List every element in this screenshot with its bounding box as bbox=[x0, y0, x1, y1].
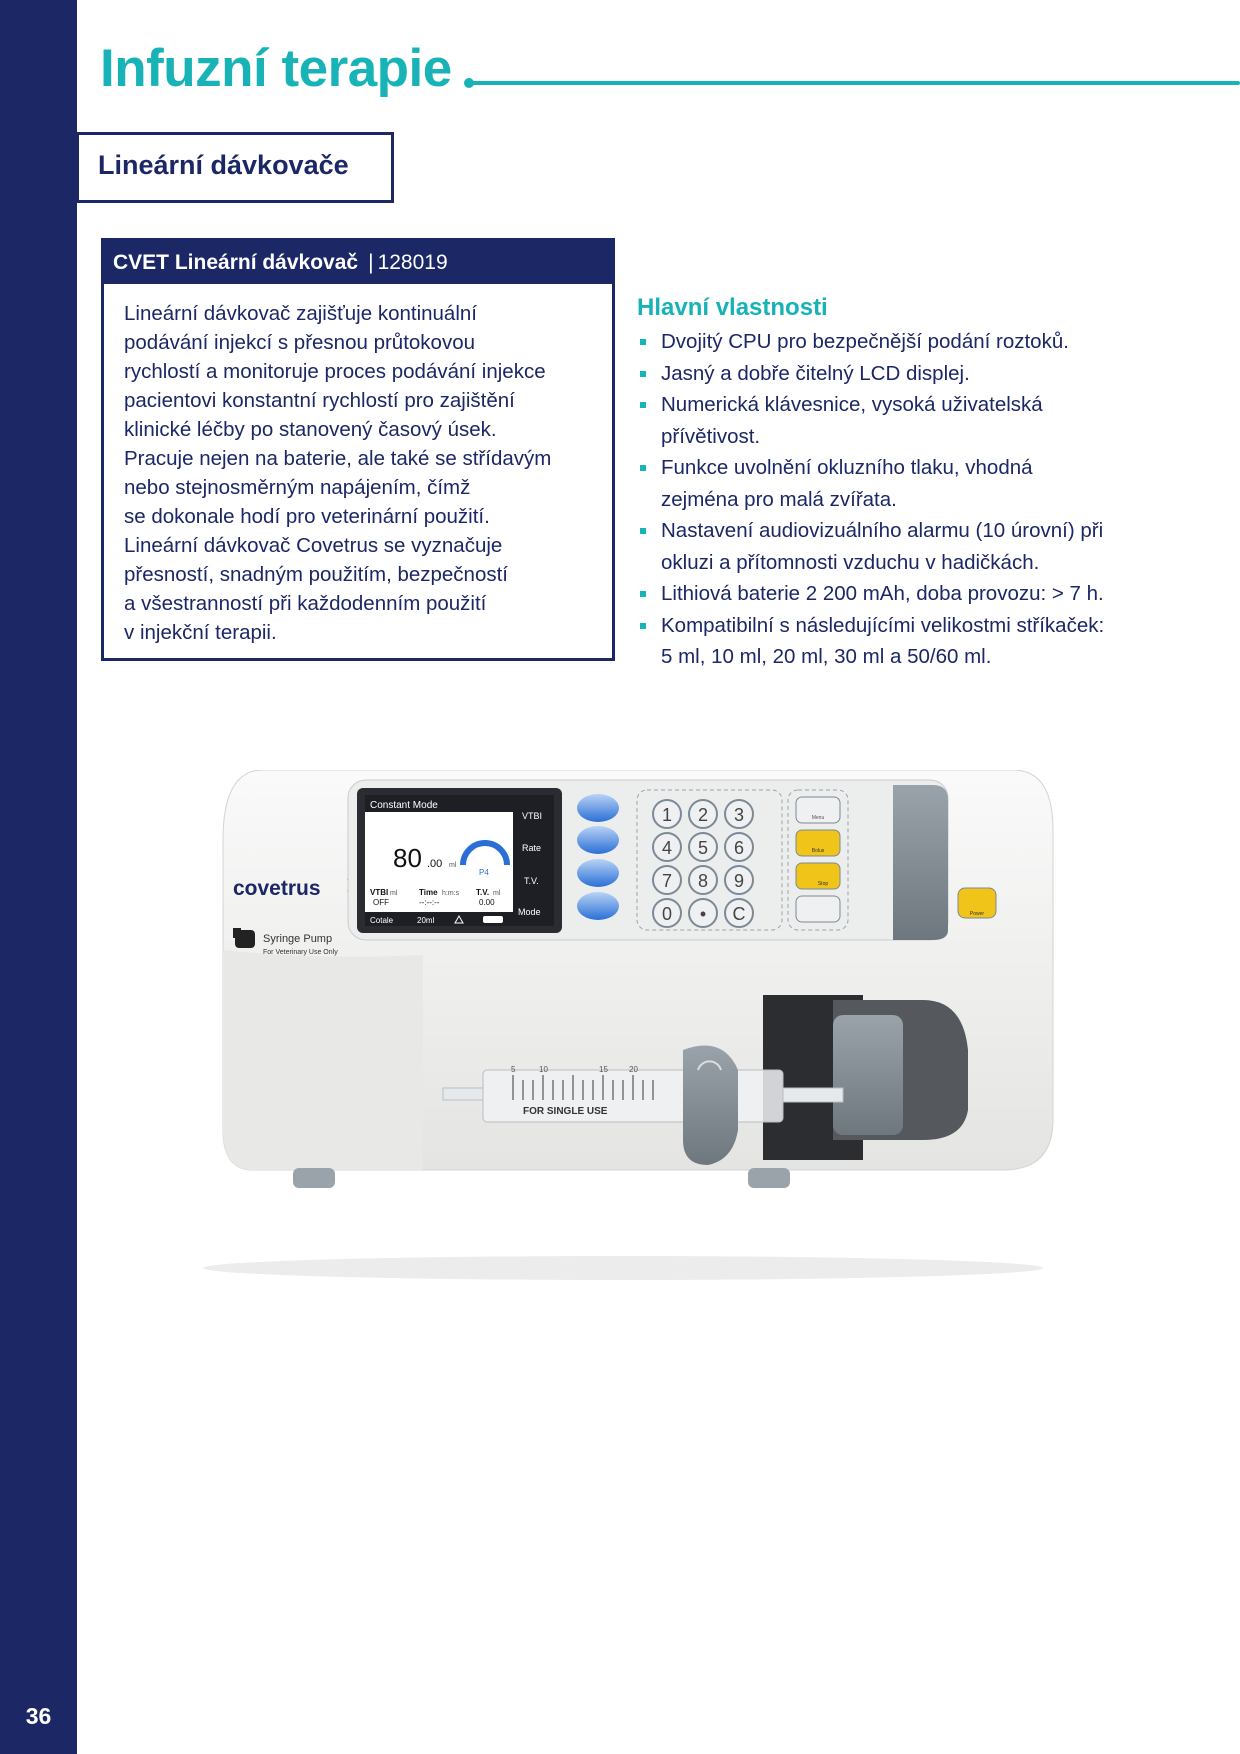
syringe-plunger-rod bbox=[783, 1088, 843, 1102]
screen-tv-unit: ml bbox=[493, 890, 501, 897]
feature-item: Numerická klávesnice, vysoká uživatelská přívětivost. bbox=[637, 389, 1177, 452]
screen-vtbi-unit: ml bbox=[390, 890, 398, 897]
key-1: 1 bbox=[661, 805, 673, 825]
key-3: 3 bbox=[733, 805, 745, 825]
screen-rate-unit: ml bbox=[449, 862, 457, 869]
feature-item: Lithiová baterie 2 200 mAh, doba provozu: > 7 h. bbox=[637, 578, 1177, 610]
feature-item: Kompatibilní s následujícími velikostmi stříkaček: 5 ml, 10 ml, 20 ml, 30 ml a 50/60 ml. bbox=[637, 610, 1177, 673]
softkey-button-1 bbox=[577, 794, 619, 822]
screen-time-value: --:--:-- bbox=[419, 898, 440, 907]
bolus-key-label: Bolus bbox=[811, 848, 825, 854]
product-header bbox=[104, 241, 612, 284]
product-description bbox=[124, 299, 604, 647]
screen-rate-value: 80 bbox=[393, 843, 422, 873]
softkey-tv: T.V. bbox=[524, 876, 539, 886]
dog-logo-icon bbox=[233, 928, 255, 948]
screen-vtbi-value: OFF bbox=[373, 898, 389, 907]
syringe-number: 15 bbox=[599, 1065, 608, 1074]
key-clear: C bbox=[732, 904, 746, 924]
screen-vtbi-label: VTBI bbox=[370, 888, 389, 897]
control-panel-side bbox=[893, 785, 948, 940]
screen-syringe-size: 20ml bbox=[417, 916, 435, 925]
power-key-label: Power bbox=[969, 911, 985, 917]
key-5: 5 bbox=[697, 838, 709, 858]
battery-icon bbox=[483, 916, 503, 923]
description-line: klinické léčby po stanovený časový úsek. bbox=[124, 418, 497, 441]
plunger-driver bbox=[833, 1015, 903, 1135]
description-line: a všestranností při každodenním použití bbox=[124, 592, 487, 615]
softkey-button-2 bbox=[577, 826, 619, 854]
features-title: Hlavní vlastnosti bbox=[637, 294, 828, 321]
device-body-lower-left bbox=[223, 950, 423, 1170]
syringe-number: 20 bbox=[629, 1065, 638, 1074]
key-7: 7 bbox=[661, 871, 673, 891]
description-line: nebo stejnosměrným napájením, čímž bbox=[124, 476, 471, 499]
feature-item: Funkce uvolnění okluzního tlaku, vhodná zejména pro malá zvířata. bbox=[637, 452, 1177, 515]
key-6: 6 bbox=[733, 838, 745, 858]
device-shadow bbox=[203, 1256, 1043, 1280]
description-line: přesností, snadným použitím, bezpečností bbox=[124, 563, 509, 586]
syringe-tip bbox=[443, 1088, 483, 1100]
device-foot-left bbox=[293, 1168, 335, 1188]
description-line: se dokonale hodí pro veterinární použití. bbox=[124, 505, 490, 528]
syringe-pump-image bbox=[193, 770, 1083, 1290]
description-line: Lineární dávkovač zajišťuje kontinuální bbox=[124, 302, 477, 325]
screen-syringe-brand: Cotale bbox=[370, 916, 394, 925]
product-code: 128019 bbox=[377, 251, 448, 274]
description-line: Pracuje nejen na baterie, ale také se střídavým bbox=[124, 447, 552, 470]
screen-tv-label: T.V. bbox=[476, 888, 490, 897]
description-line: Lineární dávkovač Covetrus se vyznačuje bbox=[124, 534, 503, 557]
syringe-text: FOR SINGLE USE bbox=[523, 1106, 608, 1117]
feature-item: Dvojitý CPU pro bezpečnější podání roztoků. bbox=[637, 326, 1177, 358]
syringe-number: 5 bbox=[511, 1065, 516, 1074]
page-number: 36 bbox=[25, 1703, 52, 1729]
product-card bbox=[101, 238, 615, 661]
softkey-rate: Rate bbox=[522, 843, 542, 853]
key-4: 4 bbox=[661, 838, 673, 858]
left-sidebar bbox=[0, 0, 77, 1754]
softkey-mode: Mode bbox=[518, 907, 541, 917]
features-list bbox=[637, 326, 1177, 673]
key-dot: • bbox=[699, 904, 707, 924]
key-2: 2 bbox=[697, 805, 709, 825]
page-title: Infuzní terapie bbox=[100, 39, 452, 98]
description-line: podávání injekcí s přesnou průtokovou bbox=[124, 331, 476, 354]
description-line: pacientovi konstantní rychlostí pro zajištění bbox=[124, 389, 515, 412]
description-line: rychlostí a monitoruje proces podávání injekce bbox=[124, 360, 546, 383]
screen-rate-decimal: .00 bbox=[427, 858, 443, 870]
menu-key-label: Menu bbox=[811, 815, 825, 821]
softkey-button-3 bbox=[577, 859, 619, 887]
screen-time-unit: h:m:s bbox=[442, 890, 460, 897]
description-line: v injekční terapii. bbox=[124, 621, 277, 644]
key-8: 8 bbox=[697, 871, 709, 891]
syringe-number: 10 bbox=[539, 1065, 548, 1074]
softkey-vtbi: VTBI bbox=[522, 811, 543, 821]
pressure-level: P4 bbox=[479, 868, 489, 877]
screen-tv-value: 0.00 bbox=[479, 898, 495, 907]
product-name: CVET Lineární dávkovač bbox=[113, 251, 359, 274]
device-foot-right bbox=[748, 1168, 790, 1188]
device-brand: covetrus bbox=[233, 877, 321, 900]
device-product-label: Syringe Pump bbox=[263, 933, 333, 945]
stop-key-label: Stop bbox=[817, 881, 829, 887]
product-code-separator: | bbox=[368, 251, 374, 274]
section-title: Lineární dávkovače bbox=[98, 150, 349, 180]
key-0: 0 bbox=[661, 904, 673, 924]
silence-alarm-key bbox=[796, 896, 840, 922]
key-9: 9 bbox=[733, 871, 745, 891]
screen-time-label: Time bbox=[419, 888, 438, 897]
feature-item: Jasný a dobře čitelný LCD displej. bbox=[637, 358, 1177, 390]
syringe-clamp bbox=[683, 1046, 738, 1166]
feature-item: Nastavení audiovizuálního alarmu (10 úrovní) při okluzi a přítomnosti vzduchu v hadičkách. bbox=[637, 515, 1177, 578]
softkey-button-4 bbox=[577, 892, 619, 920]
device-product-sublabel: For Veterinary Use Only bbox=[263, 949, 338, 956]
screen-mode: Constant Mode bbox=[370, 800, 438, 811]
title-rule bbox=[470, 81, 1240, 85]
